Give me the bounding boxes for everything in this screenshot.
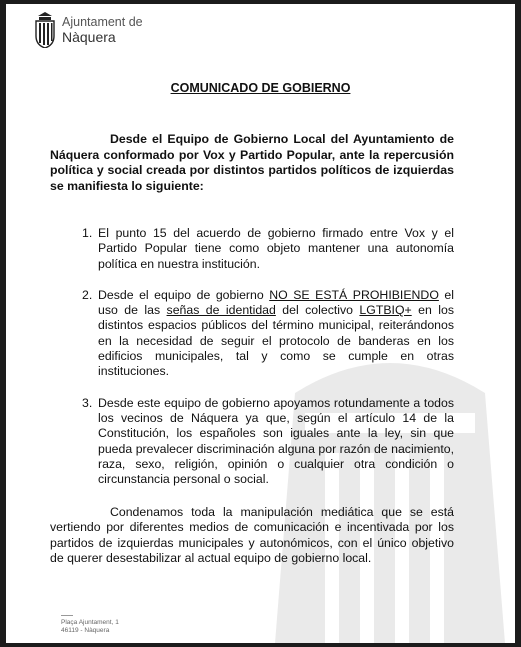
underlined-text: NO SE ESTÁ PROHIBIENDO	[269, 287, 439, 302]
list-item-number: 2.	[82, 287, 93, 302]
org-name-line2: Nàquera	[62, 29, 116, 45]
list-item-2	[72, 288, 454, 380]
list-item-text-part: en los distintos espacios públicos del término municipal, reiterándonos en la necesidad de seguir el protocolo de banderas en los edificios municipales, tal y como se cumple en otras instituciones.	[98, 303, 454, 379]
document-page	[6, 4, 515, 643]
letterhead	[34, 12, 143, 48]
org-name-line1: Ajuntament de	[62, 15, 143, 29]
closing-paragraph: Condenamos toda la manipulación mediática que se está vertiendo por diferentes medios de comunicación e incentivada por los partidos de izquierdas municipales y autonómicos, con el único objetivo de querer desestabilizar al actual equipo de gobierno local.	[50, 505, 454, 565]
numbered-list	[72, 226, 454, 503]
organization-name	[62, 15, 143, 45]
list-item-3	[72, 396, 454, 488]
intro-paragraph: Desde el Equipo de Gobierno Local del Ayuntamiento de Náquera conformado por Vox y Partido Popular, ante la repercusión política y social creada por distintos partidos políticos de izquierdas se manifiesta lo siguiente:	[50, 132, 454, 193]
footer-divider	[61, 615, 73, 616]
document-title: COMUNICADO DE GOBIERNO	[170, 81, 351, 95]
address-line1: Plaça Ajuntament, 1	[61, 619, 119, 626]
town-crest-icon	[34, 12, 56, 48]
list-item-number: 3.	[82, 395, 93, 410]
address-line2: 46119 - Nàquera	[61, 627, 110, 634]
underlined-text: LGTBIQ+	[359, 303, 412, 318]
list-item-number: 1.	[82, 226, 93, 240]
list-item-text-part: el uso de las	[98, 287, 454, 318]
list-item-text: Desde este equipo de gobierno apoyamos rotundamente a todos los vecinos de Náquera ya que, según el artículo 14 de la Constitución, los españoles son iguales ante la ley, sin que pueda prevalecer discriminación alguna por razón de nacimiento, raza, sexo, religión, opinión o cualquier otra condición o circunstancia personal o social.	[98, 395, 454, 487]
underlined-text: señas de identidad	[166, 303, 276, 318]
footer-address	[61, 615, 119, 635]
list-item-1	[72, 226, 454, 272]
list-item-text-part: del colectivo	[275, 303, 360, 318]
list-item-text-part: Desde el equipo de gobierno	[98, 287, 270, 302]
list-item-text: El punto 15 del acuerdo de gobierno firmado entre Vox y el Partido Popular tiene como objeto mantener una autonomía política en nuestra institución.	[98, 226, 454, 271]
